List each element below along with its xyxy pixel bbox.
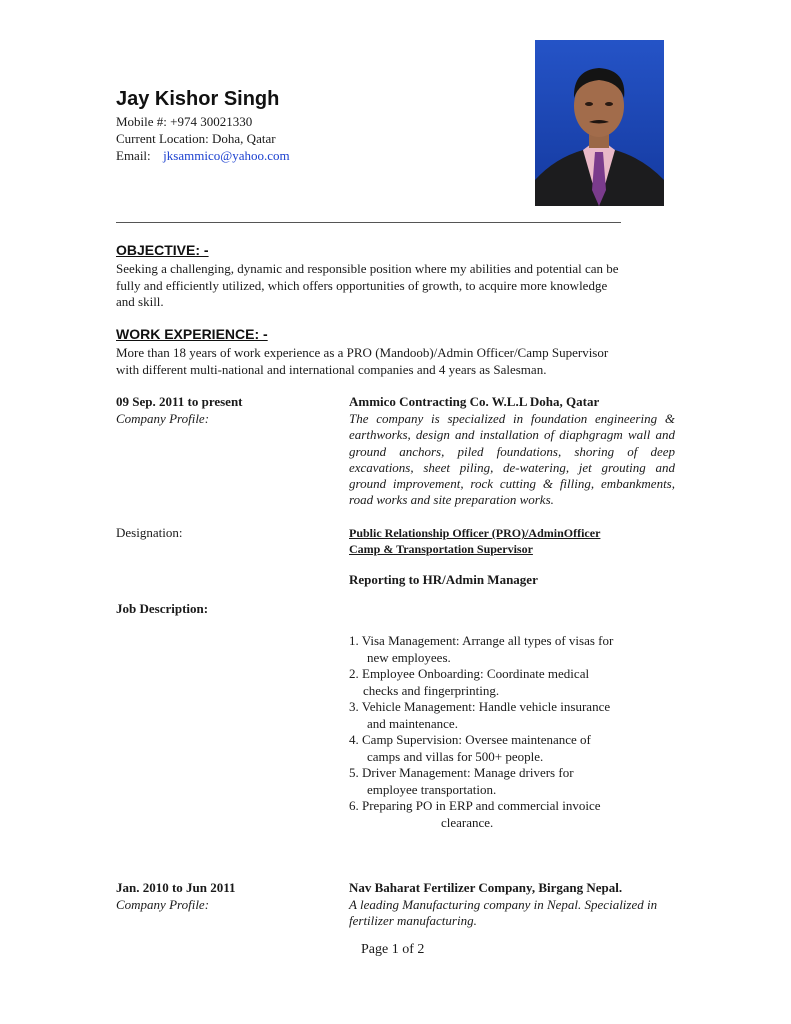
work-summary-line: with different multi-national and international companies and 4 years as Salesman. — [116, 361, 547, 377]
job2-company-profile: A leading Manufacturing company in Nepal. Specialized in fertilizer manufacturing. — [349, 897, 658, 929]
duty-line: 6. Preparing PO in ERP and commercial invoice — [349, 798, 601, 813]
objective-text — [116, 261, 676, 311]
duty-item — [349, 699, 679, 732]
duty-item — [349, 666, 679, 699]
email-label: Email: — [116, 148, 151, 163]
objective-line: Seeking a challenging, dynamic and responsible position where my abilities and potential can be — [116, 261, 619, 276]
header-divider — [116, 222, 621, 223]
duty-line: employee transportation. — [367, 781, 497, 797]
duty-line: new employees. — [367, 649, 451, 665]
duty-line: camps and villas for 500+ people. — [367, 748, 544, 764]
work-experience-heading: WORK EXPERIENCE: - — [116, 326, 268, 342]
objective-line: fully and efficiently utilized, which offers opportunities of growth, to acquire more knowledge — [116, 277, 608, 293]
job1-profile-label: Company Profile: — [116, 411, 210, 426]
duty-item — [349, 798, 679, 831]
email-row — [116, 147, 290, 164]
profile-photo — [535, 40, 664, 206]
job2-company: Nav Baharat Fertilizer Company, Birgang Nepal. — [349, 880, 623, 895]
job-description-label: Job Description: — [116, 601, 209, 616]
job1-designation-2: Camp & Transportation Supervisor — [349, 542, 533, 556]
objective-line: and skill. — [116, 294, 164, 309]
job1-company: Ammico Contracting Co. W.L.L Doha, Qatar — [349, 394, 600, 409]
work-summary — [116, 345, 676, 378]
duty-line: checks and fingerprinting. — [363, 682, 500, 698]
job2-profile-label: Company Profile: — [116, 897, 210, 912]
duty-line: and maintenance. — [367, 715, 458, 731]
job1-duties-list — [349, 633, 679, 831]
duty-line: 5. Driver Management: Manage drivers for — [349, 765, 574, 780]
job1-reporting: Reporting to HR/Admin Manager — [349, 572, 538, 587]
duty-line: 1. Visa Management: Arrange all types of visas for — [349, 633, 614, 648]
candidate-name: Jay Kishor Singh — [116, 88, 280, 110]
duty-line: 2. Employee Onboarding: Coordinate medical — [349, 666, 590, 681]
job2-dates: Jan. 2010 to Jun 2011 — [116, 880, 236, 895]
job1-dates: 09 Sep. 2011 to present — [116, 394, 243, 409]
objective-heading: OBJECTIVE: - — [116, 242, 209, 258]
duty-line: 4. Camp Supervision: Oversee maintenance of — [349, 732, 591, 747]
duty-line: 3. Vehicle Management: Handle vehicle insurance — [349, 699, 611, 714]
duty-item — [349, 732, 679, 765]
duty-line: clearance. — [441, 814, 494, 830]
job1-designation-label: Designation: — [116, 525, 183, 540]
duty-item — [349, 765, 679, 798]
job1-company-profile: The company is specialized in foundation engineering & earthworks, design and installation of diaphgragm wall and ground anchors, piled foundations, shoring of deep excavations, sheet piling, de-watering, jet grouting and ground improvement, rock cutting & filling, embankments, road works and site preparation works. — [349, 411, 675, 508]
page-number: Page 1 of 2 — [361, 942, 425, 957]
email-link[interactable]: jksammico@yahoo.com — [163, 148, 290, 163]
work-summary-line: More than 18 years of work experience as a PRO (Mandoob)/Admin Officer/Camp Supervisor — [116, 345, 609, 360]
mobile-number: Mobile #: +974 30021330 — [116, 114, 253, 129]
current-location: Current Location: Doha, Qatar — [116, 131, 276, 146]
job1-designation-1: Public Relationship Officer (PRO)/AdminOfficer — [349, 526, 601, 540]
duty-item — [349, 633, 679, 666]
